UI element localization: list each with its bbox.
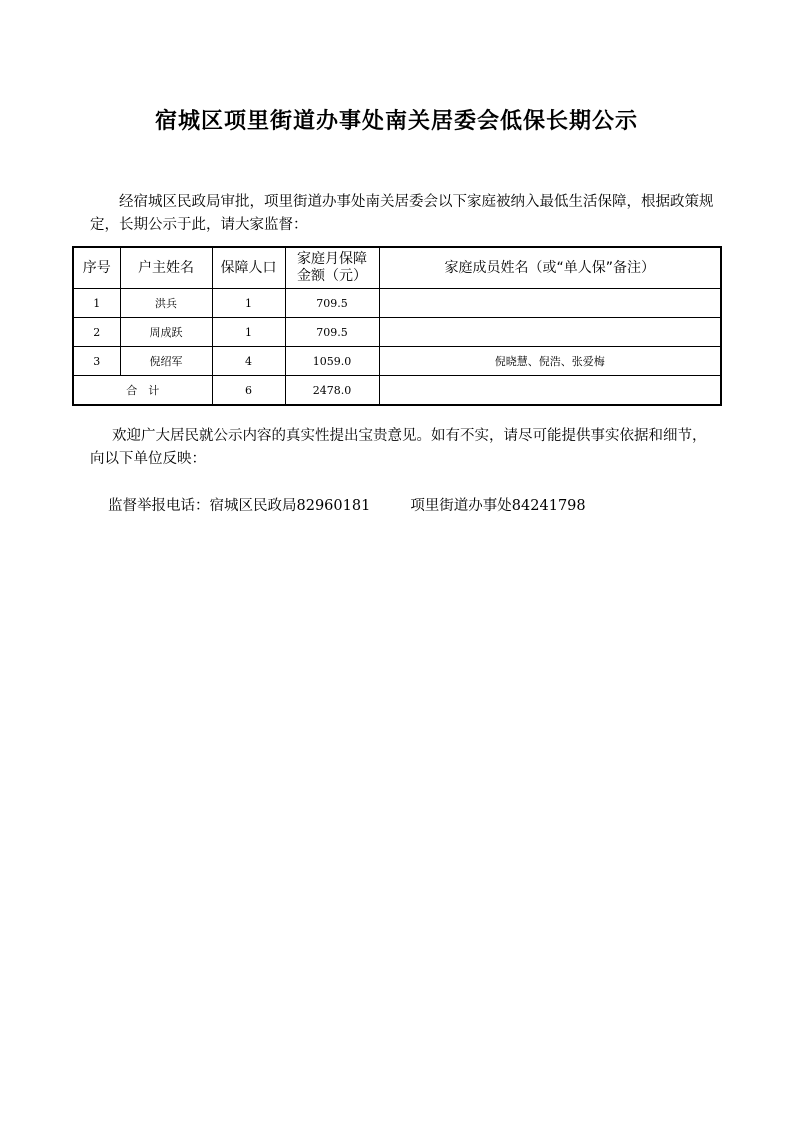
intro-paragraph: 经宿城区民政局审批，项里街道办事处南关居委会以下家庭被纳入最低生活保障，根据政策规定，长期公示于此，请大家监督： [90,194,714,233]
row-no: 2 [73,318,120,347]
row-name: 倪绍军 [120,347,212,376]
row-people: 4 [212,347,285,376]
table-row [73,318,721,347]
header-members: 家庭成员姓名（或“单人保”备注） [379,247,721,289]
table-total-row [73,376,721,406]
row-name: 洪兵 [120,289,212,318]
header-no: 序号 [73,247,120,289]
contact-label: 监督举报电话： [108,498,210,514]
row-members [379,289,721,318]
header-name: 户主姓名 [120,247,212,289]
row-amount: 709.5 [285,289,379,318]
row-name: 周成跃 [120,318,212,347]
row-people: 1 [212,289,285,318]
total-amount: 2478.0 [285,376,379,406]
civil-affairs-phone: 宿城区民政局82960181 [209,498,371,514]
row-amount: 1059.0 [285,347,379,376]
total-people: 6 [212,376,285,406]
page-title: 宿城区项里街道办事处南关居委会低保长期公示 [154,108,638,134]
contact-line [108,494,586,515]
header-amount: 家庭月保障金额（元） [285,247,379,289]
header-people: 保障人口 [212,247,285,289]
table-row [73,347,721,376]
row-people: 1 [212,318,285,347]
table-header-row [73,247,721,289]
total-label: 合 计 [73,376,212,406]
row-members [379,318,721,347]
row-amount: 709.5 [285,318,379,347]
row-no: 3 [73,347,120,376]
street-office-phone: 项里街道办事处84241798 [410,498,586,514]
row-no: 1 [73,289,120,318]
total-members [379,376,721,406]
assistance-table [72,246,722,406]
table-row [73,289,721,318]
closing-paragraph: 欢迎广大居民就公示内容的真实性提出宝贵意见。如有不实，请尽可能提供事实依据和细节，向以下单位反映： [90,428,707,467]
row-members: 倪晓慧、倪浩、张爱梅 [379,347,721,376]
